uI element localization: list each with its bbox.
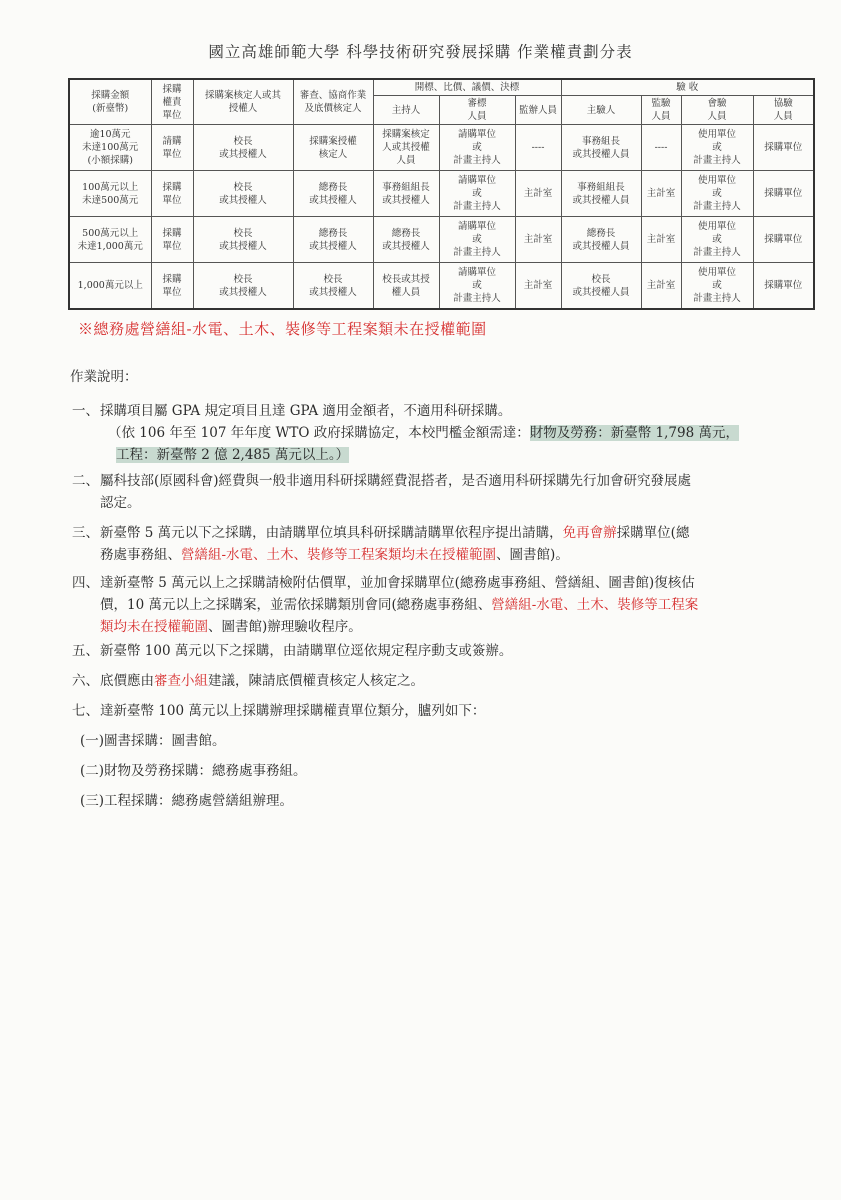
item-text: 、圖書館)。	[496, 547, 569, 563]
cell-unit: 請購 單位	[151, 125, 193, 171]
instruction-item-5	[72, 640, 794, 662]
cell-review: 總務長 或其授權人	[293, 171, 373, 217]
cell-approver: 校長 或其授權人	[193, 263, 293, 310]
instruction-item-4	[72, 572, 794, 638]
item-number: 七、	[72, 703, 99, 719]
red-text: 審查小組	[154, 673, 208, 689]
item-text: 屬科技部(原國科會)經費與一般非適用科研採購經費混搭者，是否適用科研採購先行加會研究發展處	[100, 473, 692, 489]
table-row	[69, 171, 814, 217]
cell-coop-accept: 採購單位	[753, 263, 814, 310]
item-text: 採購單位(總	[616, 525, 690, 541]
header-approver: 採購案核定人或其 授權人	[193, 79, 293, 125]
cell-host: 總務長 或其授權人	[373, 217, 439, 263]
table-row	[69, 125, 814, 171]
cell-acceptor: 事務組組長 或其授權人員	[561, 171, 641, 217]
header-group-open: 開標、比價、議價、決標	[373, 79, 561, 96]
instruction-item-7	[72, 700, 794, 722]
cell-review: 總務長 或其授權人	[293, 217, 373, 263]
item-number: 六、	[72, 673, 99, 689]
cell-supervise-accept: 主計室	[641, 217, 681, 263]
item-number: 二、	[72, 473, 99, 489]
item-extra: （依 106 年至 107 年年度 WTO 政府採購協定，本校門檻金額需達：	[108, 425, 530, 441]
cell-supervisor: 主計室	[515, 217, 561, 263]
page-title: 國立高雄師範大學 科學技術研究發展採購 作業權責劃分表	[208, 43, 633, 61]
cell-unit: 採購 單位	[151, 171, 193, 217]
instruction-item-1	[72, 400, 794, 466]
instruction-item-2	[72, 470, 794, 514]
cell-coop-accept: 採購單位	[753, 217, 814, 263]
red-text: 營繕組-水電、土木、裝修等工程案	[491, 597, 699, 613]
cell-assist-accept: 使用單位 或 計畫主持人	[681, 263, 753, 310]
sub-item-3: (三)工程採購：總務處營繕組辦理。	[80, 793, 294, 809]
cell-approver: 校長 或其授權人	[193, 171, 293, 217]
cell-host: 事務組組長 或其授權人	[373, 171, 439, 217]
table-row	[69, 263, 814, 310]
cell-supervise-accept: 主計室	[641, 171, 681, 217]
cell-supervise-accept: ----	[641, 125, 681, 171]
item-number: 四、	[72, 575, 99, 591]
cell-supervisor: 主計室	[515, 171, 561, 217]
cell-acceptor: 事務組長 或其授權人員	[561, 125, 641, 171]
scope-note: ※總務處營繕組-水電、土木、裝修等工程案類未在授權範圍	[78, 320, 487, 338]
cell-supervisor: ----	[515, 125, 561, 171]
red-text: 營繕組-水電、土木、裝修等工程案類均未在授權範圍	[181, 547, 497, 563]
cell-amount: 逾10萬元 未達100萬元 (小額採購)	[69, 125, 151, 171]
cell-host: 校長或其授 權人員	[373, 263, 439, 310]
item-text: 採購項目屬 GPA 規定項目且達 GPA 適用金額者，不適用科研採購。	[100, 403, 512, 419]
cell-assist-accept: 使用單位 或 計畫主持人	[681, 217, 753, 263]
header-host: 主持人	[373, 96, 439, 125]
cell-reviewer: 請購單位 或 計畫主持人	[439, 217, 515, 263]
authority-table	[68, 78, 815, 310]
cell-assist-accept: 使用單位 或 計畫主持人	[681, 125, 753, 171]
header-coop-accept: 協驗 人員	[753, 96, 814, 125]
cell-coop-accept: 採購單位	[753, 125, 814, 171]
cell-acceptor: 校長 或其授權人員	[561, 263, 641, 310]
header-supervise-accept: 監驗 人員	[641, 96, 681, 125]
item-number: 一、	[72, 403, 99, 419]
item-text: 務處事務組、	[100, 547, 181, 563]
header-amount: 採購金額 (新臺幣)	[69, 79, 151, 125]
cell-acceptor: 總務長 或其授權人員	[561, 217, 641, 263]
cell-assist-accept: 使用單位 或 計畫主持人	[681, 171, 753, 217]
section-title: 作業說明：	[70, 369, 138, 385]
highlighted-amount-2: 工程：新臺幣 2 億 2,485 萬元以上。）	[116, 447, 350, 463]
item-text: 、圖書館)辦理驗收程序。	[208, 619, 362, 635]
red-text: 類均未在授權範圍	[100, 619, 208, 635]
highlighted-amount: 財物及勞務：新臺幣 1,798 萬元，	[529, 425, 739, 441]
item-text: 新臺幣 5 萬元以下之採購，由請購單位填具科研採購請購單依程序提出請購，	[100, 525, 563, 541]
item-text: 達新臺幣 5 萬元以上之採購請檢附估價單，並加會採購單位(總務處事務組、營繕組、圖書館)復核估	[100, 575, 695, 591]
cell-supervisor: 主計室	[515, 263, 561, 310]
header-acceptor: 主驗人	[561, 96, 641, 125]
cell-amount: 1,000萬元以上	[69, 263, 151, 310]
header-assist-accept: 會驗 人員	[681, 96, 753, 125]
item-number: 五、	[72, 643, 99, 659]
instruction-item-3	[72, 522, 794, 566]
cell-approver: 校長 或其授權人	[193, 125, 293, 171]
sub-item-1: (一)圖書採購：圖書館。	[80, 733, 226, 749]
cell-amount: 100萬元以上 未達500萬元	[69, 171, 151, 217]
sub-item-2: (二)財物及勞務採購：總務處事務組。	[80, 763, 307, 779]
cell-review: 採購案授權 核定人	[293, 125, 373, 171]
cell-unit: 採購 單位	[151, 263, 193, 310]
header-group-accept: 驗 收	[561, 79, 814, 96]
item-text: 達新臺幣 100 萬元以上採購辦理採購權責單位類分，臚列如下：	[100, 703, 486, 719]
item-number: 三、	[72, 525, 99, 541]
cell-reviewer: 請購單位 或 計畫主持人	[439, 125, 515, 171]
item-text-cont: 認定。	[100, 495, 141, 511]
item-text: 新臺幣 100 萬元以下之採購，由請購單位逕依規定程序動支或簽辦。	[100, 643, 513, 659]
cell-reviewer: 請購單位 或 計畫主持人	[439, 171, 515, 217]
item-text: 底價應由	[100, 673, 154, 689]
header-supervisor: 監辦人員	[515, 96, 561, 125]
header-unit: 採購 權責 單位	[151, 79, 193, 125]
instruction-item-6	[72, 670, 794, 692]
item-text: 建議，陳請底價權責核定人核定之。	[208, 673, 424, 689]
cell-review: 校長 或其授權人	[293, 263, 373, 310]
cell-supervise-accept: 主計室	[641, 263, 681, 310]
cell-host: 採購案核定 人或其授權 人員	[373, 125, 439, 171]
cell-amount: 500萬元以上 未達1,000萬元	[69, 217, 151, 263]
table-row	[69, 217, 814, 263]
cell-approver: 校長 或其授權人	[193, 217, 293, 263]
item-text: 價，10 萬元以上之採購案，並需依採購類別會同(總務處事務組、	[100, 597, 492, 613]
header-review: 審查、協商作業 及底價核定人	[293, 79, 373, 125]
cell-coop-accept: 採購單位	[753, 171, 814, 217]
cell-reviewer: 請購單位 或 計畫主持人	[439, 263, 515, 310]
header-reviewer: 審標 人員	[439, 96, 515, 125]
cell-unit: 採購 單位	[151, 217, 193, 263]
red-text: 免再會辦	[562, 525, 617, 541]
